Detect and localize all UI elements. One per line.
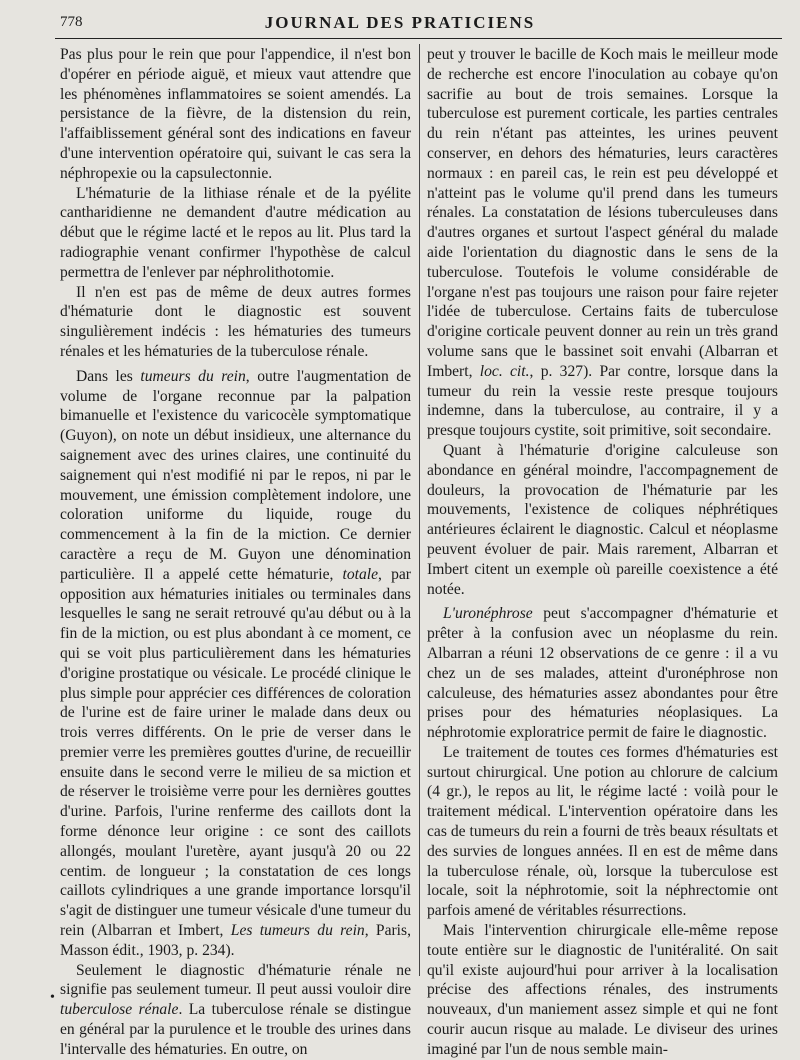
left-column bbox=[60, 45, 411, 1060]
page-number: 778 bbox=[60, 14, 83, 30]
text-run: , par opposition aux hématuries initiales ou terminales dans lesquelles le sang ne serait retrouvé qu'au début ou à la fin de la miction, ou est plus abondant à ce moment, ce qui se voit plus particulièrement dans les hématuries d'origine prostatique ou vésicale. Le procédé clinique le plus simple pour apprécier ces différences de coloration de l'urine est de faire uriner le malade dans deux ou trois verres différents. On le prie de verser dans le premier verre les premières gouttes d'urine, de recueillir ensuite dans le second verre le milieu de sa miction et de réserver le troisième verre pour les dernières gouttes d'urine. Parfois, l'urine renferme des caillots dont la forme dénonce leur origine : ce sont des caillots allongés, moulant l'uretère, ayant jusqu'à 20 ou 22 centim. de longueur ; la constatation de ces longs caillots cylindriques a une grande importance lorsqu'il s'agit de distinguer une tumeur vésicale d'une tumeur du rein (Albarran et Imbert, bbox=[60, 565, 411, 940]
page-mark: • bbox=[50, 990, 55, 1005]
text-run: Seulement le diagnostic d'hématurie rénale ne signifie pas seulement tumeur. Il peut aussi vouloir dire bbox=[60, 961, 411, 999]
paragraph: Le traitement de toutes ces formes d'hématuries est surtout chirurgical. Une potion au chlorure de calcium (4 gr.), le repos au lit, le régime lacté : voilà pour le traitement médical. L'intervention opératoire dans les cas de tumeurs du rein a fourni de très beaux résultats et des survies de longues années. Il en est de même dans la tuberculose rénale, où, lorsque la tuberculose est locale, soit la néphrotomie, soit la néphrectomie ont parfois amené de véritables résurrections. bbox=[427, 743, 778, 920]
running-title: JOURNAL DES PRATICIENS bbox=[264, 13, 536, 32]
right-column bbox=[427, 45, 778, 1060]
italic-term: tumeurs du rein bbox=[140, 367, 246, 385]
paragraph bbox=[427, 45, 778, 441]
paragraph bbox=[60, 961, 411, 1060]
italic-term: totale bbox=[342, 565, 379, 583]
text-run: . La tuberculose rénale se distingue en général par la purulence et le trouble des urines dans l'intervalle des hématuries. En outre, on bbox=[60, 1001, 411, 1058]
italic-citation: loc. cit. bbox=[479, 362, 530, 380]
text-run: peut y trouver le bacille de Koch mais le meilleur mode de recherche est encore l'inoculation au cobaye qu'on sacrifie au bout de trois semaines. Lorsque la tuberculose est purement corticale, les parties centrales du rein n'étant pas atteintes, les urines peuvent conserver, en dehors des hématuries, leurs caractères normaux : en pareil cas, le rein est peu développé et n'atteint pas le volume qu'il prend dans les tumeurs rénales. La constatation de lésions tuberculeuses dans d'autres organes et surtout l'aspect général du malade aide l'orientation du diagnostic dans le sens de la tuberculose. Toutefois le volume considérable de l'organe n'est pas toujours une raison pour faire rejeter l'idée de tuberculose. Certains faits de tuberculose d'origine corticale peuvent donner au rein un très grand volume sans que le bassinet soit envahi (Albarran et Imbert, bbox=[427, 46, 778, 380]
column-divider bbox=[419, 44, 420, 976]
header-rule bbox=[55, 38, 782, 39]
text-run: , Paris, Masson édit., 1903, p. 234). bbox=[60, 922, 411, 959]
paragraph: Mais l'intervention chirurgicale elle-même repose toute entière sur le diagnostic de l'unitéralité. On sait qu'il existe aujourd'hui pour arriver à la localisation précise des affections rénales, des instruments nouveaux, d'un maniement assez simple et qui ne font courir aucun risque au malade. Le diviseur des urines imaginé par l'un de nous semble main- bbox=[427, 922, 778, 1058]
paragraph: Pas plus pour le rein que pour l'appendice, il n'est bon d'opérer en période aiguë, et mieux vaut attendre que les phénomènes inflammatoires se soient amendés. La persistance de la fièvre, de la distension du rein, l'affaiblissement général sont des indications en faveur d'une intervention opératoire qui, suivant le cas sera la néphropexie ou la capsulectonnie. bbox=[60, 46, 411, 182]
italic-citation: Les tumeurs du rein bbox=[230, 922, 365, 940]
paragraph: Il n'en est pas de même de deux autres formes d'hématurie dont le diagnostic est souvent singulièrement indécis : les hématuries des tumeurs rénales et les hématuries de la tuberculose rénale. bbox=[60, 283, 411, 360]
paragraph: Quant à l'hématurie d'origine calculeuse son abondance en général moindre, l'accompagnement de douleurs, la provocation de l'hématurie par les mouvements, l'existence de coliques néphrétiques antérieures éclairent le diagnostic. Calcul et néoplasme peuvent évoluer de pair. Mais rarement, Albarran et Imbert citent un exemple où pareille coexistence a été notée. bbox=[427, 441, 778, 598]
paragraph bbox=[427, 604, 778, 743]
text-run: peut s'accompagner d'hématurie et prêter à la confusion avec un néoplasme du rein. Albarran a réuni 12 observations de ce genre : il a vu chez un de ses malades, atteint d'uronéphrose non calculeuse, des hématuries assez abondantes pour être prises pour des hématuries néoplasiques. La néphrotomie exploratrice permit de faire le diagnostic. bbox=[427, 605, 778, 742]
italic-term: L'uronéphrose bbox=[443, 605, 533, 623]
text-run: , outre l'augmentation de volume de l'organe reconnue par la palpation bimanuelle et l'existence du varicocèle symptomatique (Guyon), on note un début insidieux, une alternance du saignement avec des urines claires, une continuité du saignement qui n'est modifié ni par le repos, ni par le mouvement, une émission complètement indolore, une coloration uniforme du liquide, rouge du commencement à la fin de la miction. Ce dernier caractère a reçu de M. Guyon une dénomination particulière. Il a appelé cette hématurie, bbox=[60, 367, 411, 583]
italic-term: tuberculose rénale bbox=[60, 1001, 179, 1019]
paragraph bbox=[60, 367, 411, 961]
text-run: , p. 327). Par contre, lorsque dans la tumeur du rein la vessie reste presque toujours indemne, dans la tuberculose, au contraire, il y a presque toujours cystite, soit primitive, soit secondaire. bbox=[427, 362, 778, 440]
text-run: Dans les bbox=[76, 367, 141, 385]
paragraph: L'hématurie de la lithiase rénale et de la pyélite cantharidienne ne demandent d'autre médication au début que le régime lacté et le repos au lit. Plus tard la radiographie venant confirmer l'hypothèse de calcul permettra de l'enlever par néphrolithotomie. bbox=[60, 184, 411, 281]
